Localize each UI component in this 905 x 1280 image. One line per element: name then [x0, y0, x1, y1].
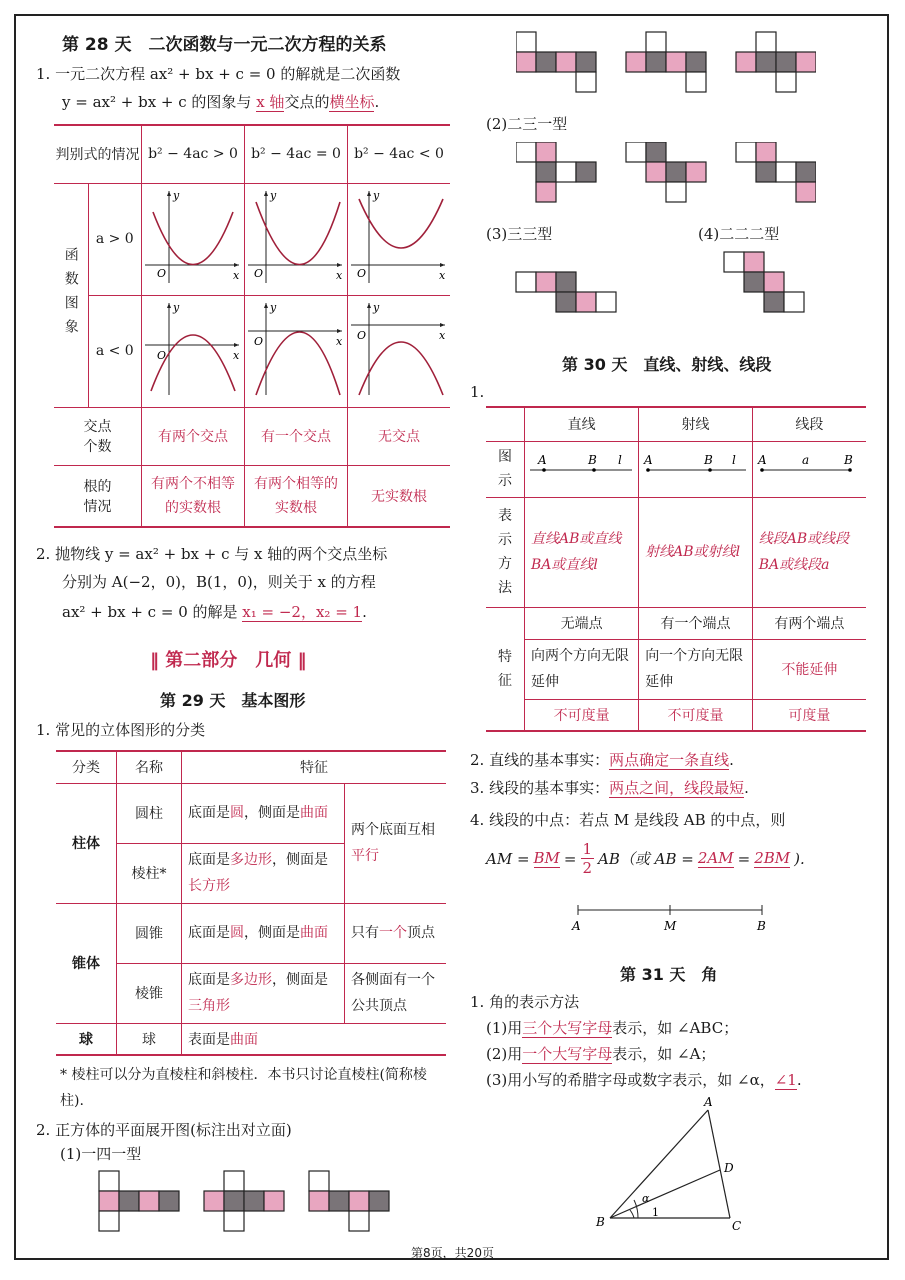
svg-text:x: x: [439, 269, 446, 282]
svg-text:l: l: [732, 453, 737, 467]
svg-text:O: O: [157, 349, 167, 362]
sphere-feat: 表面是曲面: [188, 1031, 258, 1048]
d28-p2b: 分别为 A(−2，0)，B(1，0)，则关于 x 的方程: [62, 573, 376, 591]
cls-sphere: 球: [56, 1023, 117, 1055]
svg-text:A: A: [704, 1096, 713, 1109]
d31-s2: (2)用一个大写字母表示，如 ∠A；: [486, 1045, 716, 1063]
svg-text:O: O: [254, 267, 264, 280]
d28-p2a: 2. 抛物线 y = ax² + bx + c 与 x 轴的两个交点坐标: [36, 545, 388, 563]
graph-up-none: [348, 183, 451, 295]
d30-p2-line: 2. 直线的基本事实：两点确定一条直线.: [470, 751, 734, 769]
svg-text:B: B: [757, 919, 766, 933]
ends-line: 无端点: [525, 607, 639, 639]
pyramid-feat: 底面是多边形，侧面是三角形: [182, 963, 345, 1023]
d31-s1: (1)用三个大写字母表示，如 ∠ABC；: [486, 1019, 739, 1037]
day31-title: 第 31 天 角: [620, 965, 718, 984]
row-feature: 特征: [486, 607, 525, 731]
meas-segment: 可度量: [788, 707, 831, 724]
svg-text:x: x: [336, 269, 343, 282]
meas-ray: 不可度量: [639, 699, 753, 731]
graph-down-none: [348, 295, 451, 407]
lines-table: [486, 406, 866, 732]
svg-text:x: x: [233, 269, 240, 282]
svg-text:C: C: [732, 1219, 742, 1233]
a-neg: a < 0: [88, 295, 141, 407]
day29-title: 第 29 天 基本图形: [160, 691, 306, 710]
svg-text:O: O: [357, 329, 367, 342]
ends-ray: 有一个端点: [639, 607, 753, 639]
th-lt: b² − 4ac < 0: [354, 146, 444, 163]
cone-feat: 底面是圆，侧面是曲面: [182, 903, 345, 963]
day30-title: 第 30 天 直线、射线、线段: [562, 355, 772, 374]
cls-prism: 柱体: [56, 783, 117, 903]
row-root: 根的情况: [54, 465, 142, 527]
graph-up-one: [245, 183, 348, 295]
d31-p1: 1. 角的表示方法: [470, 993, 580, 1011]
d28-p1a: 1. 一元二次方程 ax² + bx + c = 0 的解就是二次函数: [36, 65, 401, 83]
svg-text:y: y: [173, 189, 180, 202]
prism-note: * 棱柱可以分为直棱柱和斜棱柱．本书只讨论直棱柱(简称棱柱).: [60, 1067, 427, 1109]
row-figure: 图示: [486, 441, 525, 497]
th-disc: 判别式的情况: [54, 125, 142, 183]
segment-amb: [564, 900, 774, 934]
th-gt: b² − 4ac > 0: [142, 125, 245, 183]
th-segment: 线段: [795, 417, 824, 434]
svg-text:x: x: [233, 349, 240, 362]
svg-text:a: a: [801, 453, 809, 467]
svg-text:y: y: [173, 301, 180, 314]
root-two: 有两个不相等的实数根: [142, 465, 245, 527]
midpoint-formula: AM = BM = $\frac{1}{2}$ AB（或 AB = 2AM = 2BM ).: [486, 840, 805, 877]
d30-n1: 1.: [470, 383, 485, 401]
rep-ray: 射线AB或射线l: [639, 497, 753, 607]
cross-none: 无交点: [378, 429, 420, 445]
svg-text:A: A: [757, 453, 767, 467]
row-notation: 表示方法: [486, 497, 525, 607]
a-pos: a > 0: [88, 183, 141, 295]
svg-text:l: l: [618, 453, 622, 467]
cylinder-feat: 底面是圆，侧面是曲面: [182, 783, 345, 843]
cube-nets-33-222: [512, 250, 832, 320]
rep-line: 直线AB或直线BA或直线l: [525, 497, 639, 607]
th-blank: [486, 407, 525, 441]
svg-text:y: y: [270, 189, 277, 202]
svg-text:x: x: [439, 329, 446, 342]
pyramid: 棱锥: [117, 963, 182, 1023]
quadratic-table: [54, 124, 450, 528]
root-double: 有两个相等的实数根: [245, 465, 348, 527]
ends-segment: 有两个端点: [774, 616, 845, 632]
d28-p2c-line: ax² + bx + c = 0 的解是 x₁ = −2，x₂ = 1.: [62, 603, 367, 621]
pyramid-apex: 各侧面有一个公共顶点: [351, 972, 435, 1014]
graph-up-two: [142, 183, 245, 295]
meas-line: 不可度量: [525, 699, 639, 731]
th-line: 直线: [525, 407, 639, 441]
svg-text:M: M: [664, 919, 677, 933]
prism-feat: 底面是多边形，侧面是长方形: [182, 843, 345, 903]
svg-text:A: A: [572, 919, 581, 933]
svg-text:A: A: [644, 453, 653, 467]
net-type-141: (1)一四一型: [60, 1145, 142, 1163]
prism-common: 两个底面互相平行: [351, 822, 435, 864]
cube-nets-141: [94, 1170, 434, 1240]
svg-text:O: O: [357, 267, 367, 280]
svg-text:O: O: [157, 267, 167, 280]
svg-text:y: y: [373, 189, 380, 202]
part2-title: ‖ 第二部分 几何 ‖: [150, 650, 307, 671]
page-footer: 第8页，共20页: [411, 1246, 494, 1260]
svg-text:B: B: [588, 453, 597, 467]
d30-p4: 4. 线段的中点：若点 M 是线段 AB 的中点，则: [470, 811, 786, 829]
solids-table: [56, 750, 446, 1056]
svg-text:y: y: [373, 301, 380, 314]
th-ray: 射线: [639, 407, 753, 441]
svg-text:D: D: [724, 1161, 734, 1175]
svg-text:O: O: [254, 335, 264, 348]
cylinder: 圆柱: [117, 783, 182, 843]
ext-segment: 不能延伸: [781, 662, 838, 678]
svg-text:B: B: [596, 1215, 605, 1229]
cls-cone: 锥体: [56, 903, 117, 1023]
graph-down-two: [142, 295, 245, 407]
svg-text:y: y: [270, 301, 277, 314]
angle-figure: [590, 1096, 760, 1236]
row-cross: 交点个数: [54, 407, 142, 465]
d30-p3-line: 3. 线段的基本事实：两点之间，线段最短.: [470, 779, 749, 797]
root-none: 无实数根: [371, 488, 427, 505]
cube-nets-231: [516, 142, 816, 208]
ext-line: 向两个方向无限延伸: [525, 639, 639, 699]
svg-text:A: A: [538, 453, 547, 467]
cone-apex: 只有一个顶点: [345, 903, 447, 963]
fig-line: [525, 441, 639, 497]
graph-down-one: [245, 295, 348, 407]
th-feat: 特征: [300, 760, 328, 777]
d31-s3: (3)用小写的希腊字母或数字表示，如 ∠α，∠1.: [486, 1071, 802, 1089]
th-eq: b² − 4ac = 0: [245, 125, 348, 183]
cross-one: 有一个交点: [245, 407, 348, 465]
d29-p2: 2. 正方体的平面展开图(标注出对立面): [36, 1121, 292, 1139]
net-type-231: (2)二三一型: [486, 115, 568, 133]
th-name: 名称: [117, 751, 182, 783]
svg-text:B: B: [843, 453, 853, 467]
d28-p1b-line: y = ax² + bx + c 的图象与 x 轴交点的横坐标.: [62, 93, 380, 111]
svg-text:x: x: [336, 335, 343, 348]
rep-segment: 线段AB或线段BA或线段a: [758, 531, 850, 573]
svg-text:B: B: [704, 453, 714, 467]
net-type-222: (4)二二二型: [698, 225, 780, 243]
fig-segment: [752, 441, 866, 497]
prism: 棱柱*: [117, 843, 182, 903]
net-type-33: (3)三三型: [486, 225, 553, 243]
d29-p1: 1. 常见的立体图形的分类: [36, 721, 206, 739]
th-class: 分类: [56, 751, 117, 783]
fig-ray: [639, 441, 753, 497]
svg-text:1: 1: [652, 1206, 659, 1219]
ext-ray: 向一个方向无限延伸: [639, 639, 753, 699]
day28-title: 第 28 天 二次函数与一元二次方程的关系: [62, 35, 387, 55]
cone: 圆锥: [117, 903, 182, 963]
cube-nets-141-b: [516, 30, 816, 100]
row-func: 函数图象: [54, 183, 88, 407]
cross-two: 有两个交点: [142, 407, 245, 465]
sphere: 球: [117, 1023, 182, 1055]
svg-text:α: α: [642, 1192, 650, 1205]
